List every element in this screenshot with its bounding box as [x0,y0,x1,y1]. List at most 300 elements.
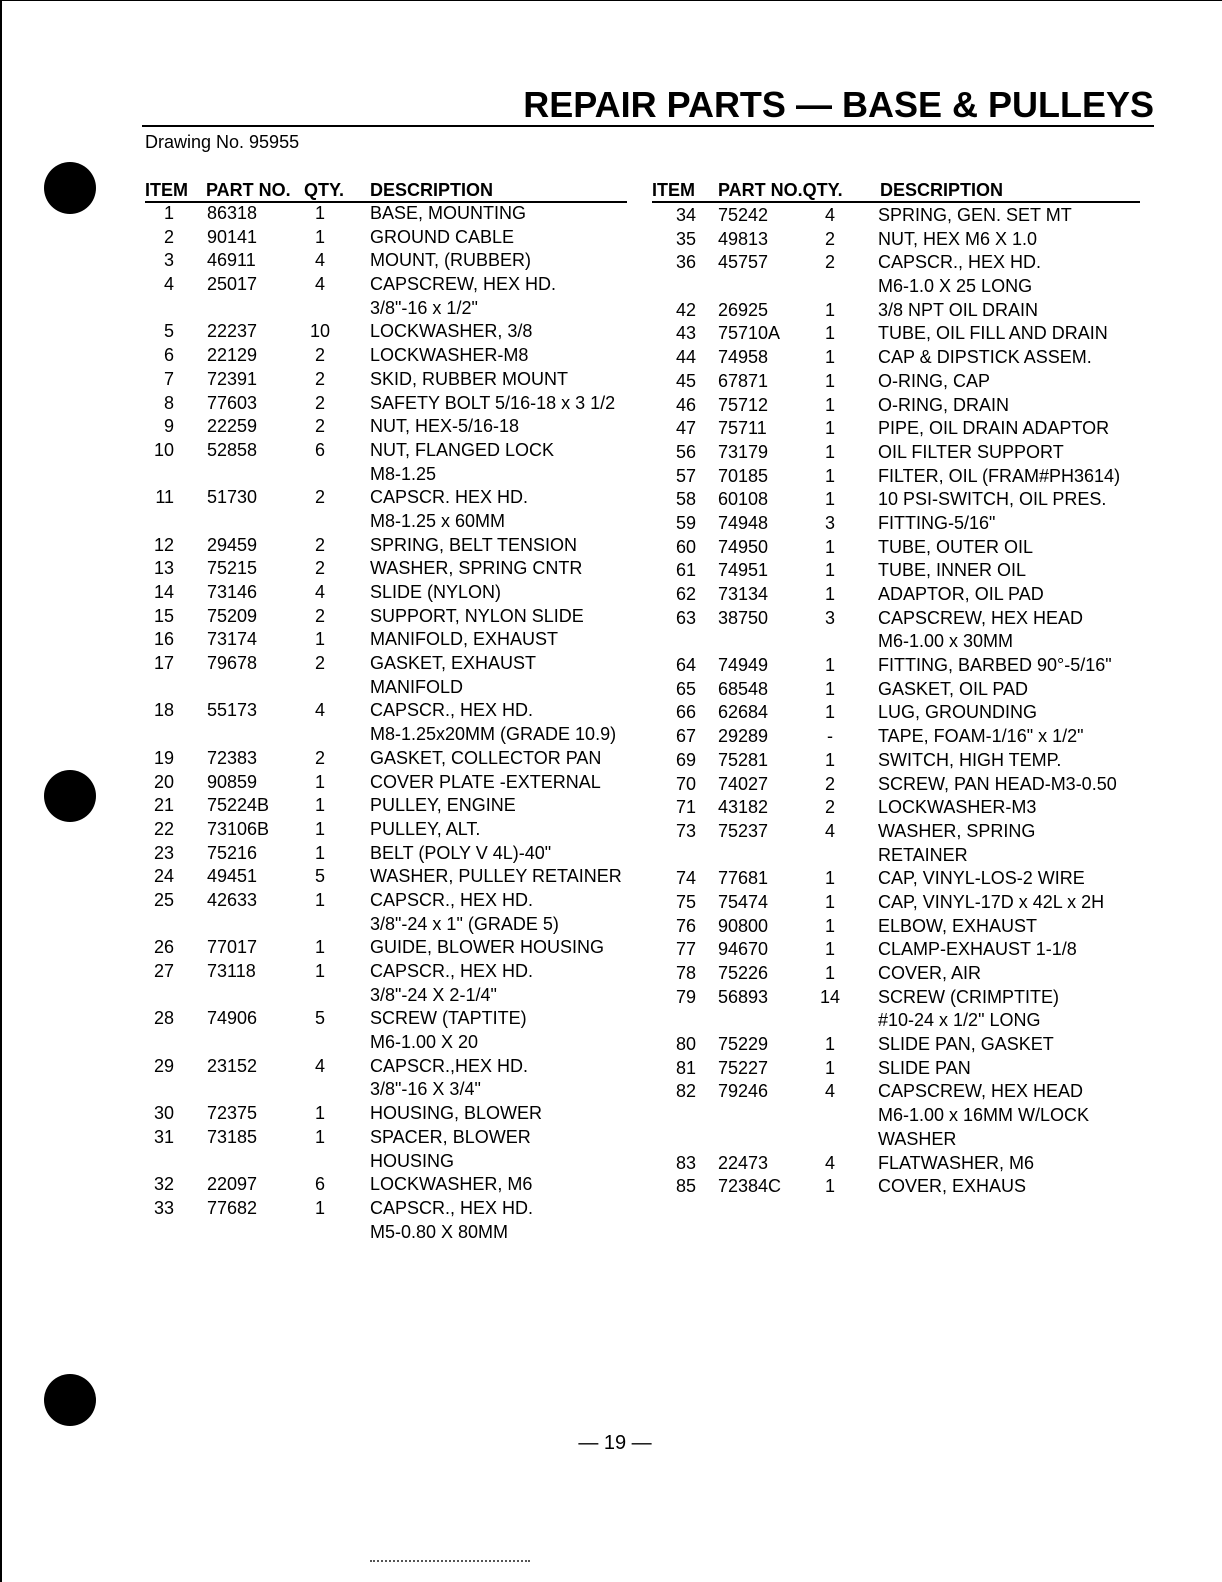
quantity: 1 [824,560,835,581]
item-number: 6 [163,345,174,366]
part-number: 94670 [718,939,769,960]
item-number: 61 [675,560,696,581]
description: FILTER, OIL (FRAM#PH3614) [878,465,1121,486]
item-number: 42 [675,299,696,320]
part-number: 77017 [207,937,258,958]
item-number: 20 [153,771,174,792]
description: M6-1.00 x 16MM W/LOCK [878,1105,1090,1126]
description: TAPE, FOAM-1/16" x 1/2" [878,726,1084,747]
item-number: 56 [675,441,696,462]
table-row [0,771,640,795]
part-number: 72384C [718,1176,782,1197]
description: HOUSING [370,1150,455,1171]
item-number: 7 [163,368,174,389]
item-number: 27 [153,961,174,981]
part-number: 74948 [718,512,769,533]
description: WASHER [878,1128,957,1149]
quantity: 1 [824,963,835,983]
quantity: 1 [824,465,835,486]
part-number: 22097 [207,1174,258,1195]
part-number: 73106B [207,818,270,839]
table-row [0,794,640,818]
table-row [0,344,640,368]
description: PULLEY, ALT. [370,818,481,839]
table-row [0,842,640,866]
table-row [640,536,1200,560]
table-row [0,368,640,392]
part-number: 29459 [207,534,258,555]
table-row [640,773,1200,797]
table-row [0,439,640,463]
part-number: 22259 [207,416,258,437]
description: GASKET, OIL PAD [878,678,1029,699]
part-number: 74950 [718,536,769,557]
item-number: 33 [153,1197,174,1218]
binder-hole-bottom [44,1374,96,1426]
description: LUG, GROUNDING [878,702,1038,723]
item-number: 4 [163,274,174,295]
description: SKID, RUBBER MOUNT [370,368,569,389]
quantity: 1 [314,889,325,910]
item-number: 79 [675,986,696,1007]
part-number: 77682 [207,1197,258,1218]
quantity: 1 [824,394,835,415]
item-number: 71 [675,797,696,818]
table-row [640,796,1200,820]
item-number: 2 [163,226,174,247]
quantity: 1 [824,891,835,912]
table-row [640,251,1200,275]
quantity: 4 [314,274,325,295]
part-number: 74951 [718,560,769,581]
part-number: 75224B [207,795,270,816]
quantity: 2 [824,797,835,818]
scan-bottom-mark [370,1560,530,1564]
table-row-continuation [640,844,1200,868]
part-number: 72383 [207,747,258,768]
table-row [640,441,1200,465]
quantity: 1 [824,868,835,889]
description: PIPE, OIL DRAIN ADAPTOR [878,418,1110,439]
quantity: 2 [314,487,325,508]
quantity: 4 [314,700,325,721]
table-row [640,962,1200,986]
description: GASKET, EXHAUST [370,653,537,674]
table-row-continuation [640,1104,1200,1128]
table-row [640,1033,1200,1057]
table-row [0,534,640,558]
item-number: 64 [675,655,696,676]
left-header-qty: QTY. [304,180,345,200]
item-number: 85 [675,1176,696,1197]
item-number: 73 [675,820,696,841]
item-number: 69 [675,749,696,770]
item-number: 66 [675,702,696,723]
description: CAPSCR., HEX HD. [370,1197,534,1218]
description: LOCKWASHER, M6 [370,1174,533,1195]
description: SWITCH, HIGH TEMP. [878,749,1062,770]
left-header-description: DESCRIPTION [370,180,494,200]
table-row [0,818,640,842]
description: O-RING, CAP [878,370,991,391]
quantity: 3 [824,607,835,628]
description: 3/8"-24 X 2-1/4" [370,984,497,1005]
description: BELT (POLY V 4L)-40" [370,842,552,863]
part-number: 75712 [718,394,769,415]
description: COVER, AIR [878,963,982,983]
part-number: 73179 [718,441,769,462]
table-row [640,370,1200,394]
page-number: — 19 — [578,1432,652,1454]
right-header-description: DESCRIPTION [880,180,1004,200]
description: SCREW (TAPTITE) [370,1008,527,1029]
item-number: 65 [675,678,696,699]
drawing-number: Drawing No. 95955 [145,132,300,152]
item-number: 19 [153,747,174,768]
table-row [640,488,1200,512]
part-number: 75216 [207,842,258,863]
item-number: 12 [153,534,174,555]
description: 10 PSI-SWITCH, OIL PRES. [878,489,1107,510]
quantity: 6 [314,439,325,460]
quantity: 1 [314,842,325,863]
table-row [640,583,1200,607]
part-number: 90800 [718,915,769,936]
description: CLAMP-EXHAUST 1-1/8 [878,939,1077,960]
quantity: 1 [824,370,835,391]
description: ELBOW, EXHAUST [878,915,1038,936]
description: FITTING, BARBED 90°-5/16" [878,655,1112,676]
table-row [0,865,640,889]
part-number: 22129 [207,345,258,366]
part-number: 79678 [207,653,258,674]
table-row-continuation [640,1128,1200,1152]
item-number: 28 [153,1008,174,1029]
table-row [640,559,1200,583]
part-number: 75227 [718,1057,769,1078]
quantity: 1 [824,418,835,439]
part-number: 29289 [718,726,769,747]
table-row [0,581,640,605]
part-number: 74958 [718,347,769,368]
description: CAPSCR., HEX HD. [370,889,534,910]
table-row [640,346,1200,370]
item-number: 75 [675,891,696,912]
part-number: 72391 [207,368,258,389]
quantity: 2 [314,345,325,366]
description: 3/8"-16 X 3/4" [370,1079,481,1100]
description: LOCKWASHER, 3/8 [370,321,533,342]
table-row [640,654,1200,678]
description: WASHER, SPRING CNTR [370,558,583,579]
quantity: 2 [824,773,835,794]
quantity: 1 [314,818,325,839]
item-number: 82 [675,1081,696,1102]
table-row-continuation [0,297,640,321]
part-number: 45757 [718,252,769,273]
quantity: 2 [824,228,835,249]
part-number: 26925 [718,299,769,320]
table-row [640,1080,1200,1104]
quantity: 2 [314,392,325,413]
quantity: 1 [824,749,835,770]
item-number: 36 [675,252,696,273]
description: SCREW (CRIMPTITE) [878,986,1059,1007]
description: FITTING-5/16" [878,512,996,533]
part-number: 22237 [207,321,258,342]
table-row [0,960,640,984]
left-header-part-no: PART NO. [206,180,291,200]
part-number: 77681 [718,868,769,889]
table-row [640,394,1200,418]
description: MANIFOLD [370,676,464,697]
part-number: 52858 [207,439,258,460]
quantity: 1 [314,937,325,958]
item-number: 1 [163,203,174,223]
part-number: 42633 [207,889,258,910]
table-row-continuation [0,723,640,747]
table-row [0,226,640,250]
quantity: 4 [824,1081,835,1102]
quantity: 1 [314,771,325,792]
part-number: 23152 [207,1055,258,1076]
table-row [0,889,640,913]
description: SUPPORT, NYLON SLIDE [370,605,584,626]
description: CAPSCR., HEX HD. [370,961,534,981]
table-row [0,1126,640,1150]
table-row [0,557,640,581]
quantity: 1 [824,536,835,557]
part-number: 75209 [207,605,258,626]
description: GUIDE, BLOWER HOUSING [370,937,605,958]
table-row [0,1007,640,1031]
part-number: 60108 [718,489,769,510]
description: SPRING, BELT TENSION [370,534,578,555]
quantity: 1 [824,1057,835,1078]
part-number: 75710A [718,323,781,344]
part-number: 43182 [718,797,769,818]
quantity: 1 [824,347,835,368]
part-number: 51730 [207,487,258,508]
right-header-rule [652,201,1140,203]
table-row-continuation [0,1078,640,1102]
item-number: 31 [153,1126,174,1147]
part-number: 73146 [207,582,258,602]
description: MANIFOLD, EXHAUST [370,629,559,650]
quantity: 1 [314,795,325,816]
quantity: 1 [824,323,835,344]
item-number: 60 [675,536,696,557]
quantity: 1 [314,629,325,650]
quantity: 1 [824,441,835,462]
quantity: 1 [314,226,325,247]
quantity: 1 [314,1197,325,1218]
table-row [640,938,1200,962]
part-number: 73118 [207,961,256,981]
table-row [0,605,640,629]
item-number: 18 [153,700,174,721]
quantity: 1 [824,1176,835,1197]
part-number: 74949 [718,655,769,676]
part-number: 70185 [718,465,769,486]
item-number: 46 [675,394,696,415]
table-row-continuation [0,676,640,700]
left-parts-table [0,202,640,1244]
item-number: 11 [155,487,174,508]
description: 3/8"-24 x 1" (GRADE 5) [370,913,559,934]
table-row [0,486,640,510]
part-number: 90141 [207,226,258,247]
quantity: 4 [314,250,325,271]
item-number: 17 [153,653,174,674]
description: M5-0.80 X 80MM [370,1221,509,1242]
table-row [640,820,1200,844]
description: M8-1.25 [370,463,437,484]
description: M8-1.25x20MM (GRADE 10.9) [370,724,617,745]
description: SPRING, GEN. SET MT [878,205,1072,225]
description: OIL FILTER SUPPORT [878,441,1064,462]
part-number: 74027 [718,773,769,794]
part-number: 86318 [207,203,258,223]
description: M8-1.25 x 60MM [370,510,506,531]
quantity: 1 [824,915,835,936]
item-number: 16 [153,629,174,650]
part-number: 74906 [207,1008,258,1029]
table-row [0,1173,640,1197]
quantity: 1 [314,961,325,981]
part-number: 46911 [207,250,256,271]
part-number: 75281 [718,749,769,770]
table-row [640,915,1200,939]
part-number: 90859 [207,771,258,792]
description: CAPSCR. HEX HD. [370,487,529,508]
quantity: 2 [314,747,325,768]
quantity: 4 [314,582,325,602]
title-rule [142,125,1154,127]
item-number: 10 [153,439,174,460]
quantity: 14 [819,986,841,1007]
table-row [0,273,640,297]
description: 3/8 NPT OIL DRAIN [878,299,1039,320]
description: WASHER, PULLEY RETAINER [370,866,622,887]
quantity: 2 [314,534,325,555]
description: CAPSCREW, HEX HD. [370,274,557,295]
part-number: 38750 [718,607,769,628]
description: 3/8"-16 x 1/2" [370,297,478,318]
table-row-continuation [0,1221,640,1245]
part-number: 49813 [718,228,769,249]
right-header-part-no-qty: PART NO.QTY. [718,180,843,200]
table-row [640,512,1200,536]
part-number: 55173 [207,700,258,721]
item-number: 45 [675,370,696,391]
description: CAPSCR., HEX HD. [370,700,534,721]
right-header-item: ITEM [652,180,695,200]
item-number: 63 [675,607,696,628]
description: GASKET, COLLECTOR PAN [370,747,602,768]
description: RETAINER [878,844,968,865]
table-row-continuation [0,913,640,937]
quantity: 10 [309,321,331,342]
description: TUBE, INNER OIL [878,560,1027,581]
item-number: 22 [153,818,174,839]
item-number: 44 [675,347,696,368]
table-row [640,465,1200,489]
description: HOUSING, BLOWER [370,1103,543,1124]
description: GROUND CABLE [370,226,515,247]
item-number: 35 [675,228,696,249]
item-number: 34 [675,205,696,225]
table-row-continuation [0,984,640,1008]
part-number: 75215 [207,558,258,579]
table-row-continuation [0,1031,640,1055]
part-number: 25017 [207,274,258,295]
description: COVER, EXHAUS [878,1176,1027,1197]
table-row [0,320,640,344]
quantity: 2 [314,558,325,579]
item-number: 8 [163,392,174,413]
quantity: 1 [314,1126,325,1147]
quantity: 5 [314,866,325,887]
quantity: 2 [824,252,835,273]
table-row [640,204,1200,228]
table-row-continuation [0,1150,640,1174]
item-number: 3 [163,250,174,271]
right-parts-table [640,204,1200,1199]
description: SLIDE (NYLON) [370,582,502,602]
description: FLATWASHER, M6 [878,1152,1035,1173]
description: NUT, HEX M6 X 1.0 [878,228,1038,249]
item-number: 77 [675,939,696,960]
description: LOCKWASHER-M3 [878,797,1037,818]
item-number: 5 [163,321,174,342]
table-row [0,1055,640,1079]
quantity: 1 [824,655,835,676]
table-row [640,1175,1200,1199]
part-number: 56893 [718,986,769,1007]
table-row [0,652,640,676]
description: WASHER, SPRING [878,820,1036,841]
table-row [640,299,1200,323]
description: SLIDE PAN, GASKET [878,1034,1054,1055]
quantity: 1 [824,939,835,960]
part-number: 67871 [718,370,769,391]
item-number: 59 [675,512,696,533]
item-number: 67 [675,726,696,747]
description: MOUNT, (RUBBER) [370,250,531,271]
item-number: 43 [675,323,696,344]
table-row [640,725,1200,749]
description: M6-1.00 X 20 [370,1032,479,1053]
part-number: 62684 [718,702,769,723]
table-row [0,628,640,652]
part-number: 22473 [718,1152,769,1173]
quantity: 4 [824,820,835,841]
table-row [0,202,640,226]
table-row [0,392,640,416]
quantity: 1 [824,678,835,699]
part-number: 75237 [718,820,769,841]
table-row-continuation [0,510,640,534]
table-row [640,749,1200,773]
description: CAPSCR., HEX HD. [878,252,1042,273]
item-number: 26 [153,937,174,958]
quantity: 6 [314,1174,325,1195]
quantity: 1 [824,1034,835,1055]
table-row-continuation [0,463,640,487]
item-number: 23 [153,842,174,863]
quantity: 1 [314,203,325,223]
